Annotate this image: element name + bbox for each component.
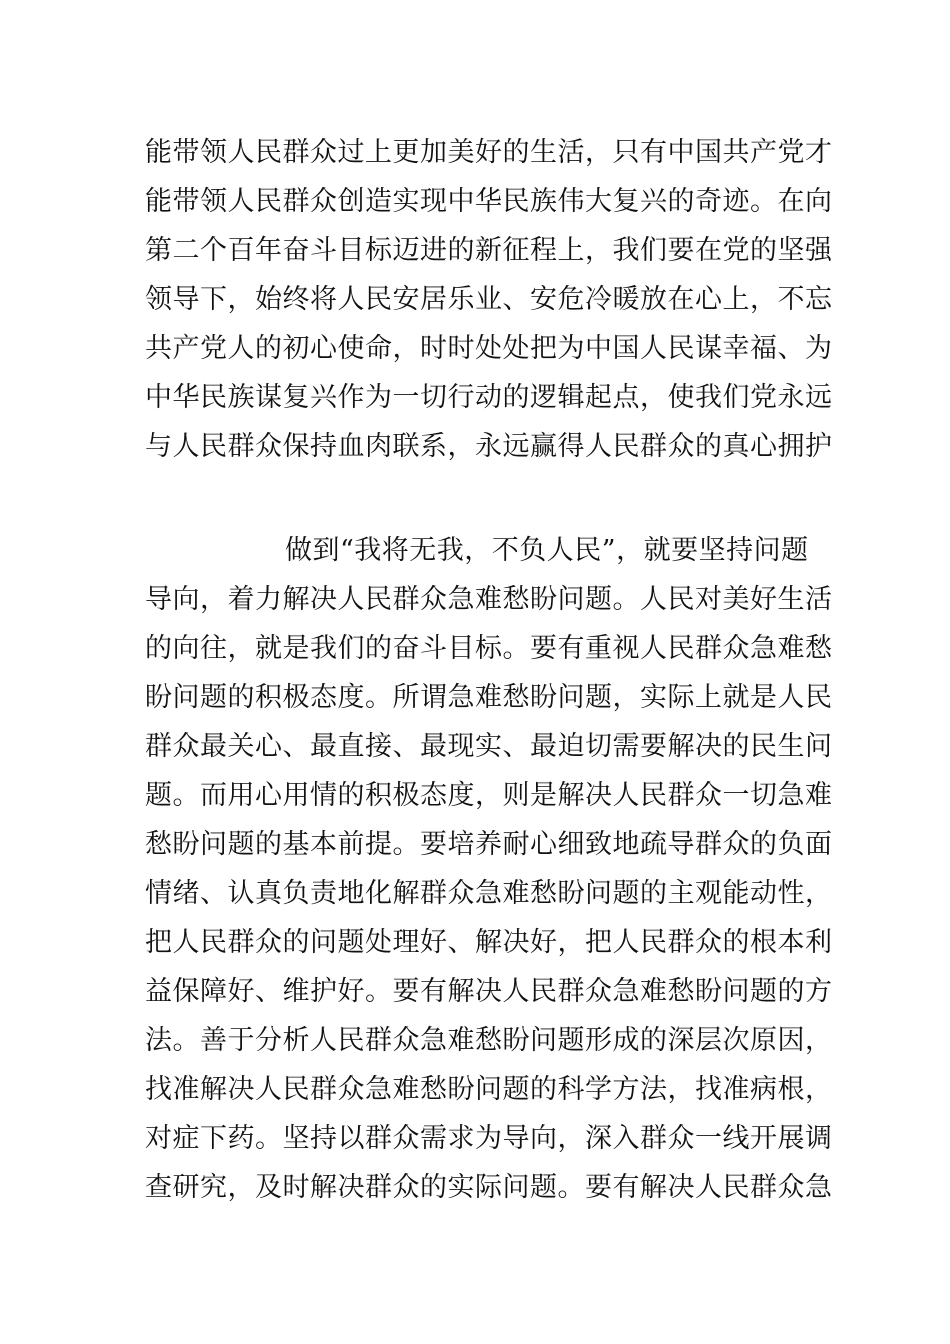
paragraph-line: 第二个百年奋斗目标迈进的新征程上，我们要在党的坚强	[145, 235, 833, 266]
paragraph-line: 领导下，始终将人民安居乐业、安危冷暖放在心上，不忘	[145, 284, 833, 315]
paragraph-line: 中华民族谋复兴作为一切行动的逻辑起点，使我们党永远	[145, 382, 833, 413]
paragraph-line: 能带领人民群众创造实现中华民族伟大复兴的奇迹。在向	[145, 186, 833, 217]
paragraph-line: 找准解决人民群众急难愁盼问题的科学方法，找准病根，	[145, 1074, 833, 1105]
paragraph-line: 法。善于分析人民群众急难愁盼问题形成的深层次原因，	[145, 1025, 833, 1056]
paragraph-line: 对症下药。坚持以群众需求为导向，深入群众一线开展调	[145, 1123, 833, 1154]
paragraph-2	[145, 526, 833, 1212]
paragraph-line: 能带领人民群众过上更加美好的生活，只有中国共产党才	[145, 137, 833, 168]
paragraph-line: 的向往，就是我们的奋斗目标。要有重视人民群众急难愁	[145, 633, 833, 664]
paragraph-1	[145, 128, 833, 471]
paragraph-line: 题。而用心用情的积极态度，则是解决人民群众一切急难	[145, 780, 833, 811]
paragraph-first-line: 做到“我将无我，不负人民”，就要坚持问题	[285, 535, 809, 566]
paragraph-line: 群众最关心、最直接、最现实、最迫切需要解决的民生问	[145, 731, 833, 762]
paragraph-line: 情绪、认真负责地化解群众急难愁盼问题的主观能动性，	[145, 878, 833, 909]
paragraph-line: 与人民群众保持血肉联系，永远赢得人民群众的真心拥护	[145, 431, 833, 462]
paragraph-line: 把人民群众的问题处理好、解决好，把人民群众的根本利	[145, 927, 833, 958]
paragraph-line: 益保障好、维护好。要有解决人民群众急难愁盼问题的方	[145, 976, 833, 1007]
paragraph-line: 导向，着力解决人民群众急难愁盼问题。人民对美好生活	[145, 584, 833, 615]
paragraph-line: 共产党人的初心使命，时时处处把为中国人民谋幸福、为	[145, 333, 833, 364]
paragraph-line: 查研究，及时解决群众的实际问题。要有解决人民群众急	[145, 1172, 833, 1203]
paragraph-line: 愁盼问题的基本前提。要培养耐心细致地疏导群众的负面	[145, 829, 833, 860]
paragraph-line: 盼问题的积极态度。所谓急难愁盼问题，实际上就是人民	[145, 682, 833, 713]
